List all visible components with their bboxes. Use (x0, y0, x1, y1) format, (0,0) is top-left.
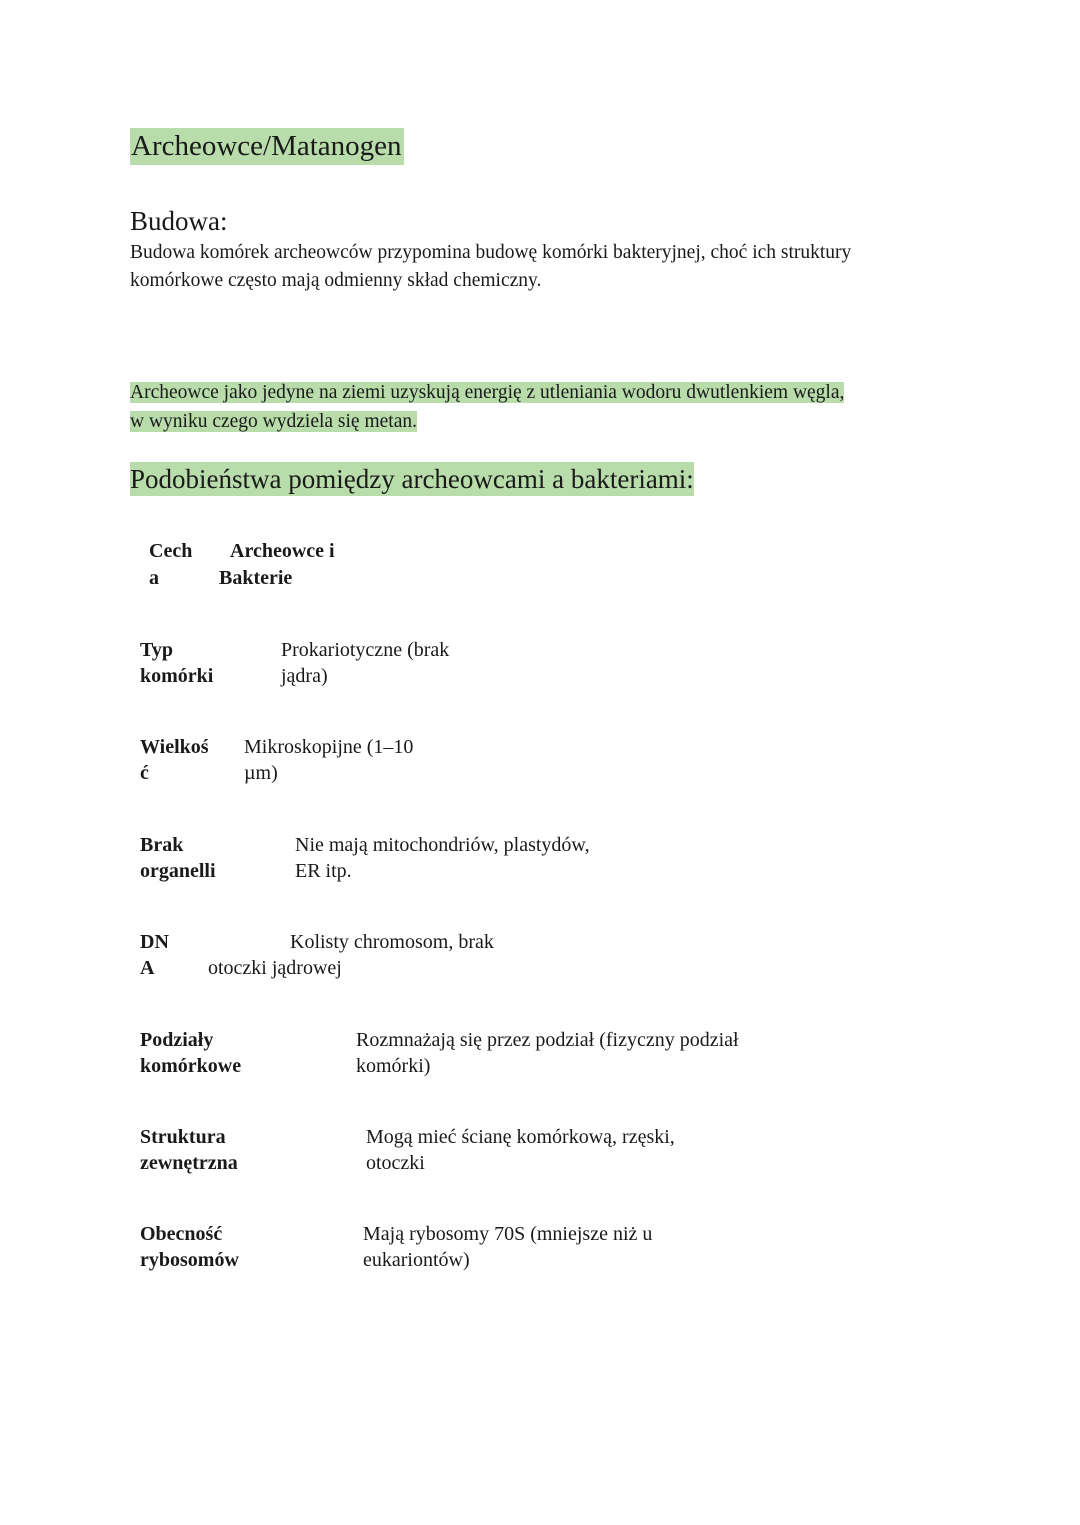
row-value: µm) (244, 762, 278, 784)
row-feature: Podziały (140, 1029, 214, 1051)
row-value: Mają rybosomy 70S (mniejsze niż u (363, 1223, 653, 1245)
row-feature: ć (140, 762, 149, 784)
row-feature: Brak (140, 834, 184, 856)
row-feature: DN (140, 931, 169, 953)
row-value: Mogą mieć ścianę komórkową, rzęski, (366, 1126, 675, 1148)
budowa-line-2: komórkowe często mają odmienny skład chemiczny. (130, 270, 542, 291)
row-value: ER itp. (295, 860, 352, 882)
row-feature: rybosomów (140, 1249, 239, 1271)
row-value: Rozmnażają się przez podział (fizyczny podział (356, 1029, 739, 1051)
row-feature: zewnętrzna (140, 1152, 238, 1174)
section-heading-budowa: Budowa: (130, 206, 228, 236)
row-value: otoczki (366, 1152, 425, 1174)
highlighted-fact (130, 378, 960, 436)
row-feature: organelli (140, 860, 216, 882)
header-value-line2: Bakterie (219, 567, 293, 589)
row-value: Mikroskopijne (1–10 (244, 736, 414, 758)
fact-line-1: Archeowce jako jedyne na ziemi uzyskują energię z utleniania wodoru dwutlenkiem węgla, (130, 382, 845, 403)
row-value: Prokariotyczne (brak (281, 639, 450, 661)
header-feature-line2: a (149, 567, 159, 589)
budowa-line-1: Budowa komórek archeowców przypomina budowę komórki bakteryjnej, choć ich struktury (130, 242, 852, 263)
row-value: Nie mają mitochondriów, plastydów, (295, 834, 590, 856)
row-value: jądra) (281, 665, 328, 687)
row-feature: Wielkoś (140, 736, 209, 758)
row-feature: A (140, 957, 155, 979)
similarities-heading: Podobieństwa pomiędzy archeowcami a bakteriami: (130, 464, 694, 494)
row-value: eukariontów) (363, 1249, 470, 1271)
row-feature: komórkowe (140, 1055, 242, 1077)
row-feature: komórki (140, 665, 214, 687)
fact-line-2: w wyniku czego wydziela się metan. (130, 411, 417, 432)
row-feature: Struktura (140, 1126, 226, 1148)
row-feature: Obecność (140, 1223, 223, 1245)
row-feature: Typ (140, 639, 173, 661)
row-value: Kolisty chromosom, brak (290, 931, 494, 953)
row-value: otoczki jądrowej (208, 957, 342, 979)
budowa-paragraph (130, 239, 960, 295)
document-title: Archeowce/Matanogen (130, 128, 404, 165)
header-value-line1: Archeowce i (230, 540, 335, 562)
row-value: komórki) (356, 1055, 431, 1077)
header-feature-line1: Cech (149, 540, 193, 562)
